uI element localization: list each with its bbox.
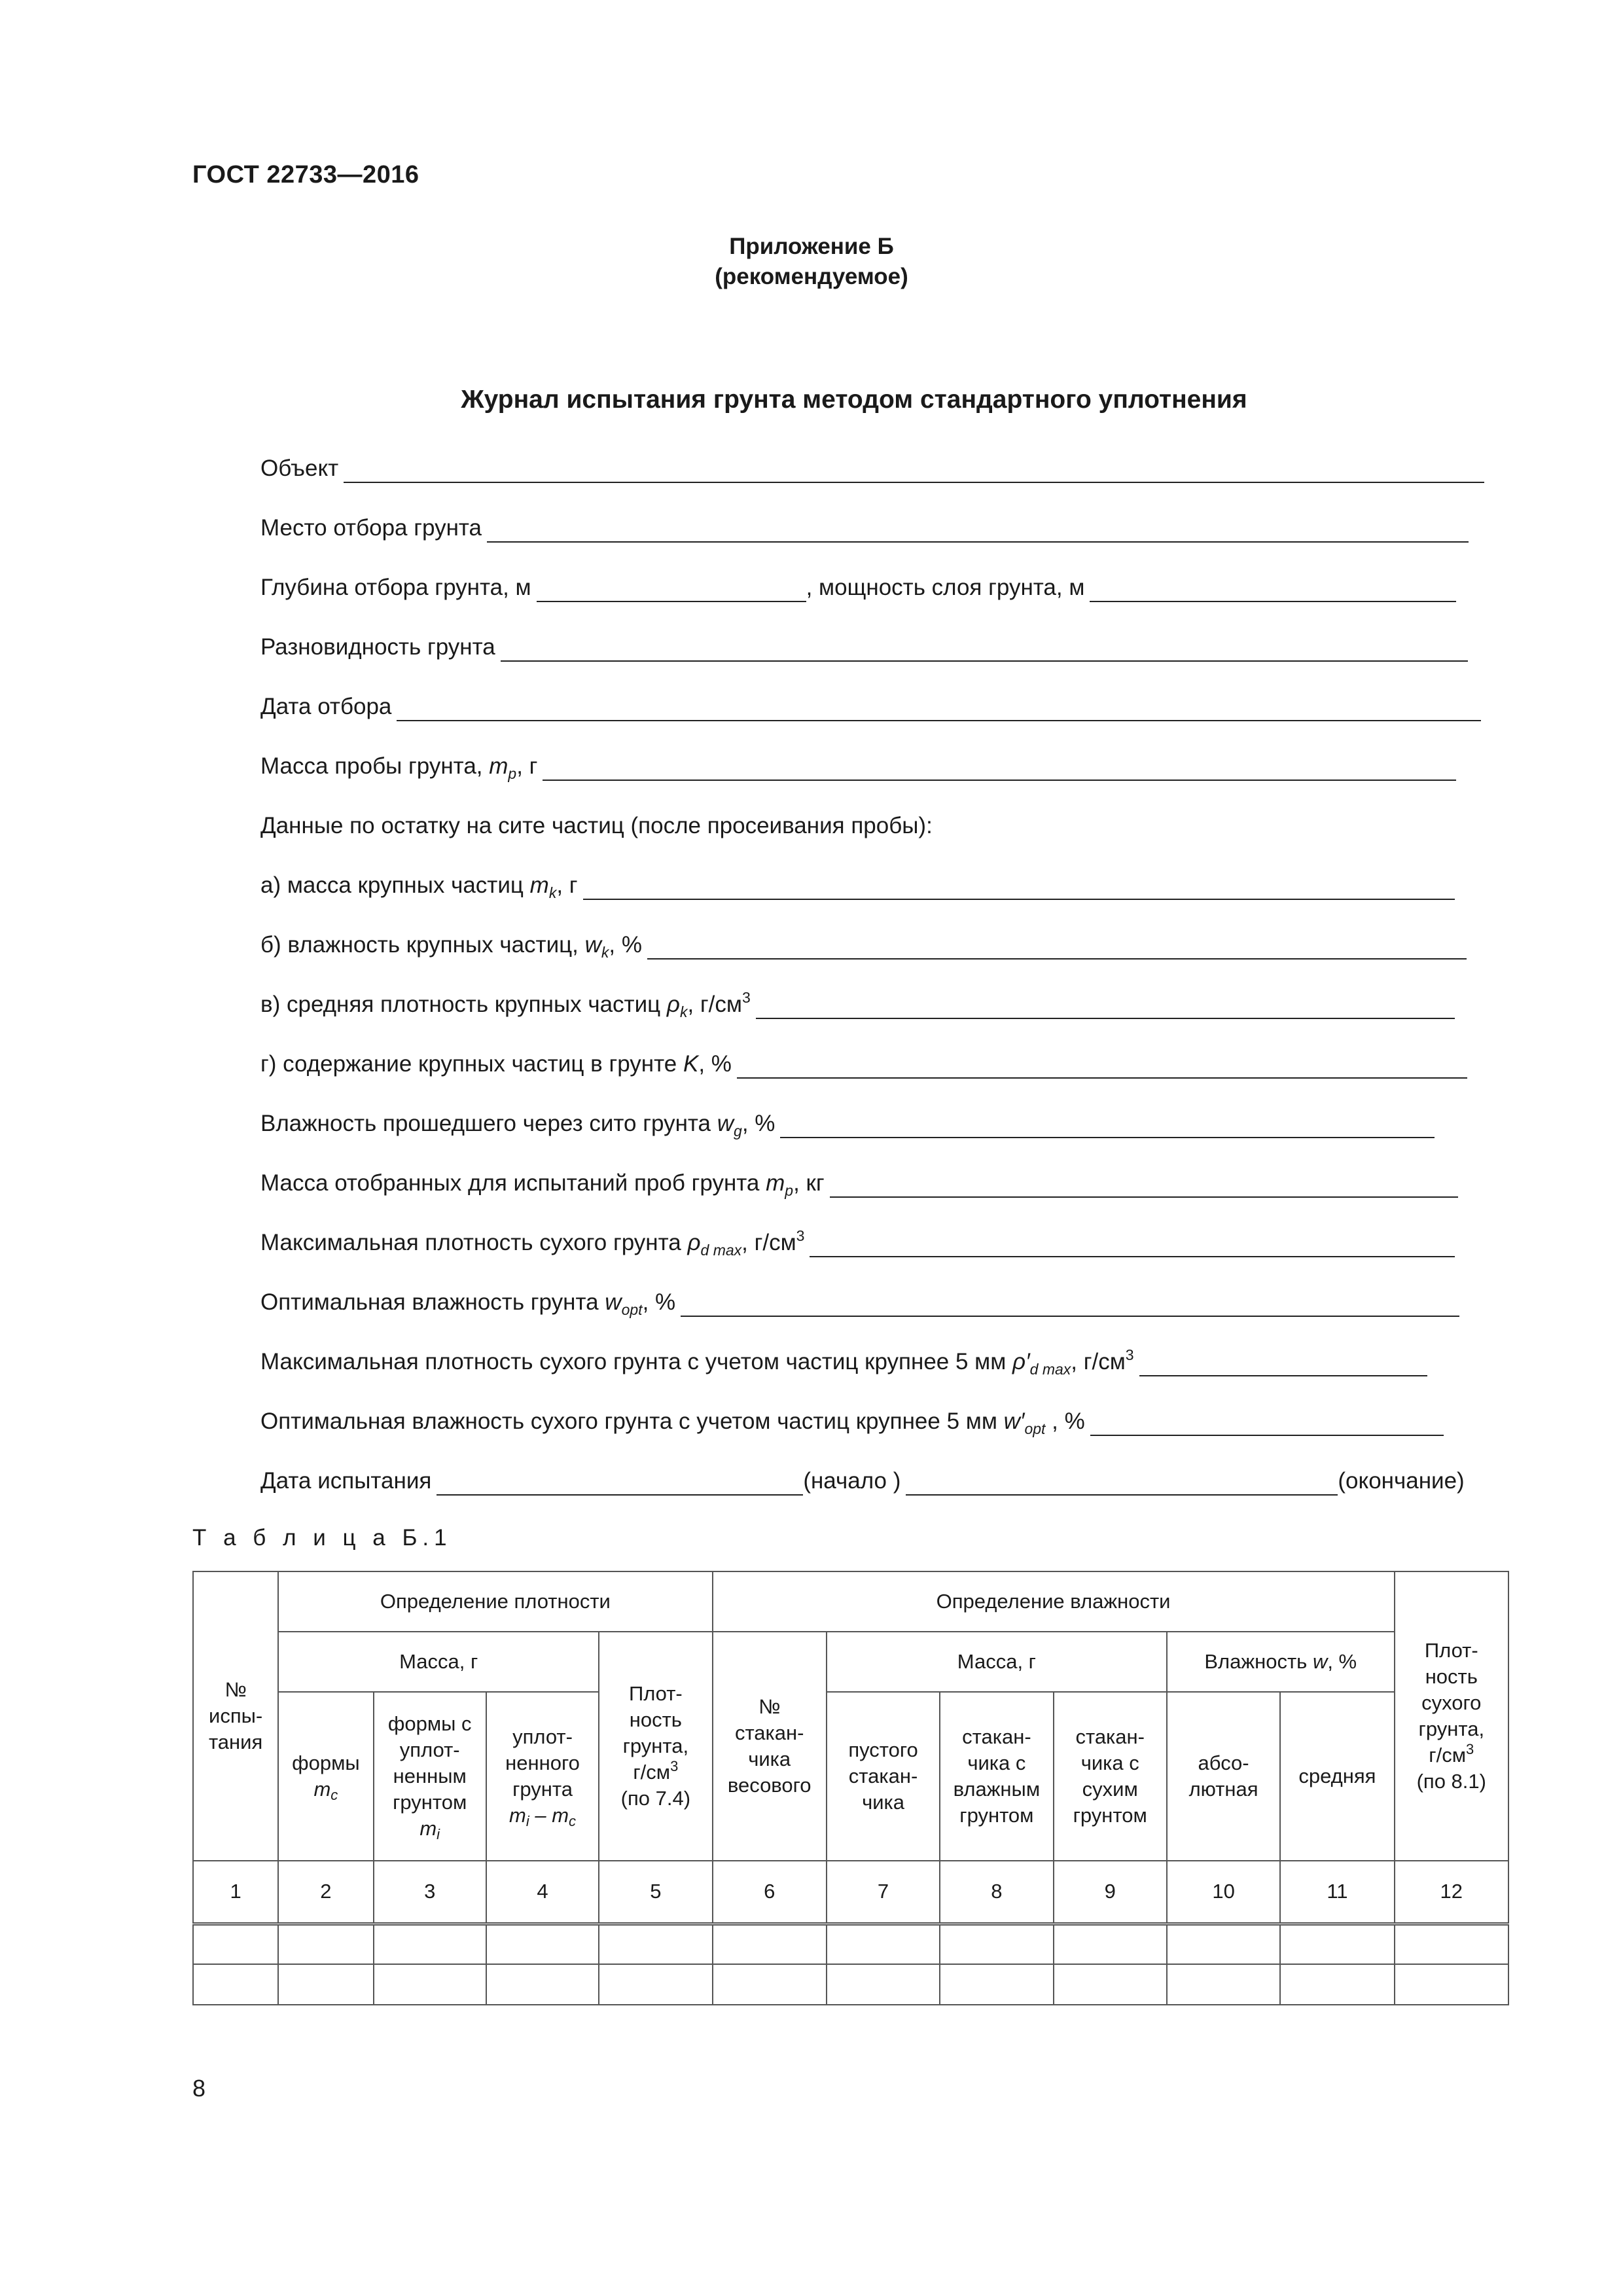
table-cell[interactable]	[713, 1964, 827, 2005]
field-soil-variety	[260, 633, 1468, 662]
field-sample-mass-label: Масса пробы грунта, $m_p$, г	[260, 753, 538, 782]
column-number: 4	[486, 1861, 599, 1924]
table-cell[interactable]	[827, 1964, 940, 2005]
field-coarse-content	[260, 1050, 1467, 1079]
field-coarse-moisture	[260, 931, 1467, 960]
column-number: 9	[1054, 1861, 1167, 1924]
column-number: 8	[940, 1861, 1053, 1924]
column-number: 12	[1395, 1861, 1508, 1924]
header-cup-wet-soil: стакан- чика с влажным грунтом	[940, 1692, 1053, 1861]
field-sample-mass	[260, 752, 1456, 781]
field-passed-moisture	[260, 1109, 1435, 1138]
column-number: 10	[1167, 1861, 1280, 1924]
table-cell[interactable]	[1054, 1964, 1167, 2005]
table-cell[interactable]	[374, 1964, 486, 2005]
field-optimal-moisture	[260, 1288, 1459, 1317]
header-dry-density: Плот- ность сухого грунта, $г/см^3$ (по 8.1)	[1395, 1571, 1508, 1861]
field-object-label: Объект	[260, 456, 339, 481]
field-sampling-place-blank[interactable]	[487, 518, 1469, 543]
field-sampling-place	[260, 514, 1469, 543]
table-cell[interactable]	[713, 1924, 827, 1964]
sieve-data-heading	[260, 812, 933, 840]
header-moisture-w: Влажность w, %	[1167, 1632, 1395, 1692]
header-compacted-soil: уплот- ненного грунта $m_i - m_c$	[486, 1692, 599, 1861]
table-cell[interactable]	[374, 1924, 486, 1964]
header-average-moisture: средняя	[1280, 1692, 1394, 1861]
table-cell[interactable]	[599, 1964, 712, 2005]
table-cell[interactable]	[599, 1924, 712, 1964]
field-sample-mass-blank[interactable]	[543, 756, 1456, 781]
table-cell[interactable]	[486, 1924, 599, 1964]
field-selected-mass-blank[interactable]	[830, 1173, 1458, 1198]
header-empty-cup: пустого стакан- чика	[827, 1692, 940, 1861]
field-soil-variety-label: Разновидность грунта	[260, 634, 495, 660]
field-coarse-mass-blank[interactable]	[583, 875, 1455, 900]
field-coarse-density	[260, 990, 1455, 1019]
field-max-dry-density	[260, 1229, 1455, 1257]
column-number: 3	[374, 1861, 486, 1924]
table-cell[interactable]	[1054, 1924, 1167, 1964]
field-max-dry-density-coarse	[260, 1348, 1427, 1376]
table-cell[interactable]	[486, 1964, 599, 2005]
appendix-title: Приложение Б	[729, 234, 894, 259]
field-depth-label: Глубина отбора грунта, м	[260, 575, 531, 600]
field-layer-thickness-blank[interactable]	[1090, 577, 1456, 602]
header-moisture-mass: Масса, г	[827, 1632, 1167, 1692]
header-moisture-group: Определение влажности	[713, 1571, 1395, 1632]
column-number: 2	[278, 1861, 373, 1924]
table-cell[interactable]	[1167, 1964, 1280, 2005]
header-mold-with-soil: формы с уплот- ненным грунтом $m_i$	[374, 1692, 486, 1861]
field-sampling-date	[260, 692, 1481, 721]
field-coarse-density-blank[interactable]	[756, 994, 1455, 1019]
field-optimal-moisture-coarse-blank[interactable]	[1090, 1411, 1444, 1436]
field-max-dry-density-coarse-blank[interactable]	[1139, 1352, 1427, 1376]
table-row	[193, 1924, 1508, 1964]
field-coarse-moisture-label: б) влажность крупных частиц, $w_k$, %	[260, 932, 642, 961]
column-number: 6	[713, 1861, 827, 1924]
field-layer-thickness-label: , мощность слоя грунта, м	[806, 575, 1085, 600]
field-object-blank[interactable]	[344, 458, 1484, 483]
field-object	[260, 454, 1484, 483]
field-selected-mass	[260, 1169, 1458, 1198]
field-max-dry-density-blank[interactable]	[810, 1232, 1455, 1257]
document-code: ГОСТ 22733—2016	[192, 161, 419, 188]
column-number: 1	[193, 1861, 278, 1924]
field-optimal-moisture-label: Оптимальная влажность грунта $w_{opt}$, %	[260, 1289, 676, 1318]
table-cell[interactable]	[827, 1924, 940, 1964]
table-cell[interactable]	[1280, 1964, 1394, 2005]
header-test-no: № испы- тания	[193, 1571, 278, 1861]
field-sampling-date-label: Дата отбора	[260, 694, 392, 719]
column-number: 11	[1280, 1861, 1394, 1924]
field-test-date	[260, 1467, 1465, 1496]
header-density-mass: Масса, г	[278, 1632, 599, 1692]
field-coarse-moisture-blank[interactable]	[647, 935, 1467, 960]
appendix-subtitle: (рекомендуемое)	[715, 264, 908, 289]
table-cell[interactable]	[1395, 1964, 1508, 2005]
field-coarse-mass-label: а) масса крупных частиц $m_k$, г	[260, 872, 578, 901]
field-coarse-mass	[260, 871, 1455, 900]
header-cup-dry-soil: стакан- чика с сухим грунтом	[1054, 1692, 1167, 1861]
table-cell[interactable]	[1280, 1924, 1394, 1964]
field-test-date-start-label: (начало )	[803, 1468, 901, 1494]
table-row	[193, 1964, 1508, 2005]
table-cell[interactable]	[193, 1964, 278, 2005]
field-optimal-moisture-coarse	[260, 1407, 1444, 1436]
field-coarse-content-blank[interactable]	[737, 1054, 1467, 1079]
column-number-row	[193, 1861, 1508, 1924]
field-coarse-content-label: г) содержание крупных частиц в грунте K, %	[260, 1051, 732, 1077]
header-mold: формы $m_c$	[278, 1692, 373, 1861]
field-optimal-moisture-blank[interactable]	[681, 1292, 1459, 1317]
table-caption: Т а б л и ц а Б.1	[192, 1525, 452, 1551]
table-cell[interactable]	[1167, 1924, 1280, 1964]
table-cell[interactable]	[193, 1924, 278, 1964]
field-depth	[260, 573, 1456, 602]
column-number: 5	[599, 1861, 712, 1924]
header-density-group: Определение плотности	[278, 1571, 712, 1632]
table-cell[interactable]	[278, 1964, 373, 2005]
field-sampling-place-label: Место отбора грунта	[260, 515, 482, 541]
test-data-table	[192, 1571, 1509, 2005]
header-soil-density: Плот- ность грунта, $г/см^3$ (по 7.4)	[599, 1632, 712, 1861]
table-cell[interactable]	[278, 1924, 373, 1964]
field-optimal-moisture-coarse-label: Оптимальная влажность сухого грунта с учетом частиц крупнее 5 мм $w'_{opt}$ , %	[260, 1408, 1085, 1437]
journal-title: Журнал испытания грунта методом стандартного уплотнения	[461, 386, 1247, 414]
header-absolute-moisture: абсо- лютная	[1167, 1692, 1280, 1861]
field-passed-moisture-label: Влажность прошедшего через сито грунта $w_g$, %	[260, 1111, 776, 1139]
field-test-date-end-blank[interactable]	[906, 1471, 1338, 1496]
page-number: 8	[192, 2075, 206, 2102]
field-test-date-end-label: (окончание)	[1338, 1468, 1465, 1494]
field-coarse-density-label: в) средняя плотность крупных частиц $\rho_k$, $г/см^3$	[260, 989, 751, 1020]
table-cell[interactable]	[1395, 1924, 1508, 1964]
field-selected-mass-label: Масса отобранных для испытаний проб грунта $m_p$, кг	[260, 1170, 825, 1199]
table-cell[interactable]	[940, 1964, 1053, 2005]
field-test-date-label: Дата испытания	[260, 1468, 432, 1494]
table-cell[interactable]	[940, 1924, 1053, 1964]
field-test-date-start-blank[interactable]	[437, 1471, 803, 1496]
field-passed-moisture-blank[interactable]	[780, 1113, 1435, 1138]
field-max-dry-density-coarse-label: Максимальная плотность сухого грунта с учетом частиц крупнее 5 мм $\rho'_{d max}$, $г/см^3$	[260, 1346, 1134, 1378]
sieve-data-label: Данные по остатку на сите частиц (после просеивания пробы):	[260, 813, 933, 838]
field-max-dry-density-label: Максимальная плотность сухого грунта $\rho_{d max}$, $г/см^3$	[260, 1227, 805, 1259]
field-soil-variety-blank[interactable]	[501, 637, 1468, 662]
field-depth-blank[interactable]	[537, 577, 806, 602]
field-sampling-date-blank[interactable]	[397, 696, 1481, 721]
header-cup-no: № стакан- чика весового	[713, 1632, 827, 1861]
column-number: 7	[827, 1861, 940, 1924]
